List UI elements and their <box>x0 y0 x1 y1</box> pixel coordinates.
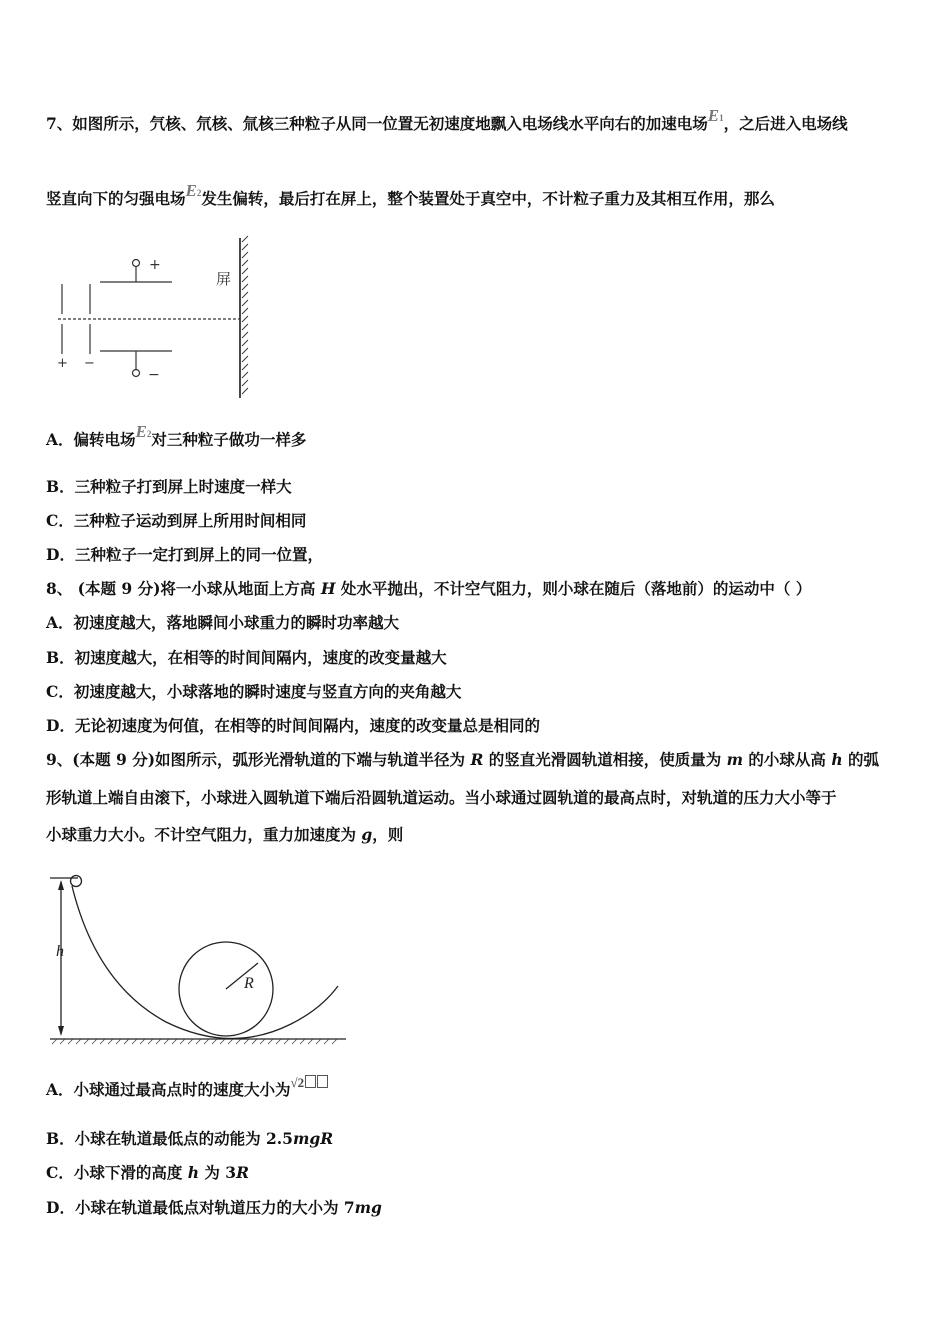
q9-stem-line1: 9、(本题 9 分)如图所示，弧形光滑轨道的下端与轨道半径为 R 的竖直光滑圆轨道相接，使质量为 m 的小球从高 h 的弧 <box>46 750 880 769</box>
plus-sign-top: + <box>149 257 161 273</box>
e2-symbol-option: E2 <box>135 422 152 441</box>
ball <box>71 876 82 887</box>
e1-symbol: E1 <box>707 106 724 125</box>
arc-track <box>72 886 338 1039</box>
q8-option-b: B．初速度越大，在相等的时间间隔内，速度的改变量越大 <box>46 648 447 667</box>
h-label: h <box>56 943 64 960</box>
q8-stem: 8、 (本题 9 分)将一小球从地面上方高 H 处水平抛出，不计空气阻力，则小球在随后（落地前）的运动中（ ） <box>46 579 812 598</box>
q7-option-b: B．三种粒子打到屏上时速度一样大 <box>46 477 292 496</box>
e2-symbol: E2 <box>185 181 202 200</box>
q7-option-a: A．偏转电场E2对三种粒子做功一样多 <box>46 422 307 449</box>
q7-option-c: C．三种粒子运动到屏上所用时间相同 <box>46 511 307 530</box>
q9-stem-line3: 小球重力大小。不计空气阻力，重力加速度为 g，则 <box>46 825 404 844</box>
minus-sign-bottom: − <box>148 367 160 383</box>
minus-sign-left: − <box>84 356 95 371</box>
screen-label: 屏 <box>216 270 232 288</box>
q7-option-d: D．三种粒子一定打到屏上的同一位置， <box>46 545 323 564</box>
q9-option-d: D．小球在轨道最低点对轨道压力的大小为 7mg <box>46 1198 382 1217</box>
q9-figure <box>46 864 351 1056</box>
r-label: R <box>244 975 254 992</box>
q9-option-b: B．小球在轨道最低点的动能为 2.5mgR <box>46 1129 334 1148</box>
q9-option-c: C．小球下滑的高度 h 为 3R <box>46 1163 249 1182</box>
sqrt-expression: √2 <box>291 1075 329 1090</box>
q8-option-c: C．初速度越大，小球落地的瞬时速度与竖直方向的夹角越大 <box>46 682 462 701</box>
q7-stem-line1: 7、如图所示，氕核、氘核、氚核三种粒子从同一位置无初速度地飘入电场线水平向右的加速电场E1，之后进入电场线 <box>46 106 848 133</box>
q9-option-a: A．小球通过最高点时的速度大小为$^{√2}$ <box>46 1080 328 1101</box>
q8-option-d: D．无论初速度为何值，在相等的时间间隔内，速度的改变量总是相同的 <box>46 716 540 735</box>
q7-figure <box>50 232 260 404</box>
q7-stem-line2: 竖直向下的匀强电场E2发生偏转，最后打在屏上，整个装置处于真空中，不计粒子重力及其相互作用，那么 <box>46 181 775 208</box>
plus-sign-left: + <box>57 356 68 371</box>
q8-option-a: A．初速度越大，落地瞬间小球重力的瞬时功率越大 <box>46 613 400 632</box>
q9-stem-line2: 形轨道上端自由滚下，小球进入圆轨道下端后沿圆轨道运动。当小球通过圆轨道的最高点时，对轨道的压力大小等于 <box>46 788 837 807</box>
